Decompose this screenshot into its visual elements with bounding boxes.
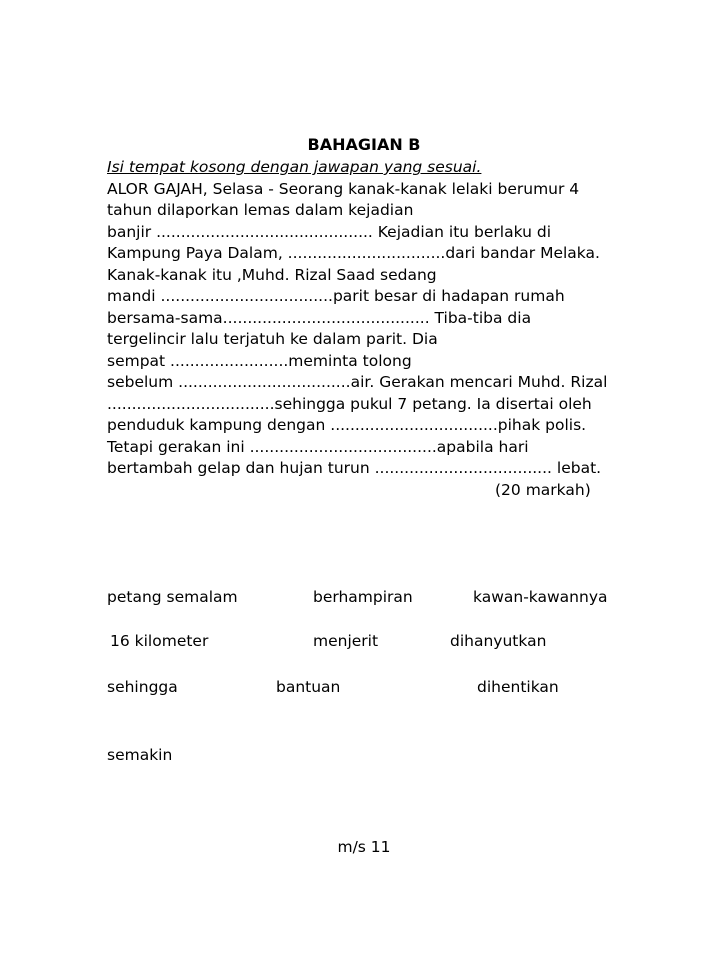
passage-line: penduduk kampung dengan ..................................pihak polis. — [107, 416, 587, 434]
passage-line: Tetapi gerakan ini ......................................apabila hari — [107, 437, 529, 456]
word-bank-item: berhampiran — [313, 588, 413, 606]
passage-line: banjir ............................................ Kejadian itu berlaku di — [107, 222, 551, 241]
word-bank-item: dihentikan — [477, 678, 559, 696]
passage-line: sempat ........................meminta tolong — [107, 351, 412, 370]
passage-line: ALOR GAJAH, Selasa - Seorang kanak-kanak lelaki berumur 4 — [107, 179, 580, 198]
passage-line: Kanak-kanak itu ,Muhd. Rizal Saad sedang — [107, 265, 437, 284]
passage-line: bersama-sama.......................................... Tiba-tiba dia — [107, 308, 532, 327]
word-bank-item: semakin — [107, 746, 173, 764]
passage-line: sebelum ...................................air. Gerakan mencari Muhd. Rizal — [107, 373, 608, 391]
word-bank-item: sehingga — [107, 678, 178, 696]
passage-line: tergelincir lalu terjatuh ke dalam parit. Dia — [107, 330, 438, 348]
word-bank-item: 16 kilometer — [110, 632, 209, 650]
marks-label: (20 markah) — [495, 480, 591, 499]
passage-line: mandi ...................................parit besar di hadapan rumah — [107, 287, 565, 305]
passage-line: tahun dilaporkan lemas dalam kejadian — [107, 201, 414, 219]
passage-line: bertambah gelap dan hujan turun .................................... lebat. — [107, 459, 602, 477]
passage-line: Kampung Paya Dalam, ................................dari bandar Melaka. — [107, 244, 600, 262]
page-number: m/s 11 — [337, 838, 391, 856]
passage — [107, 157, 707, 501]
section-heading: BAHAGIAN B — [307, 135, 421, 154]
instruction-text: Isi tempat kosong dengan jawapan yang sesuai. — [107, 158, 482, 176]
word-bank-item: petang semalam — [107, 588, 238, 606]
word-bank-item: dihanyutkan — [450, 632, 547, 650]
word-bank-item: bantuan — [276, 678, 341, 696]
word-bank-item: kawan-kawannya — [473, 588, 608, 606]
word-bank-item: menjerit — [313, 632, 379, 650]
passage-line: ..................................sehingga pukul 7 petang. Ia disertai oleh — [107, 394, 592, 413]
